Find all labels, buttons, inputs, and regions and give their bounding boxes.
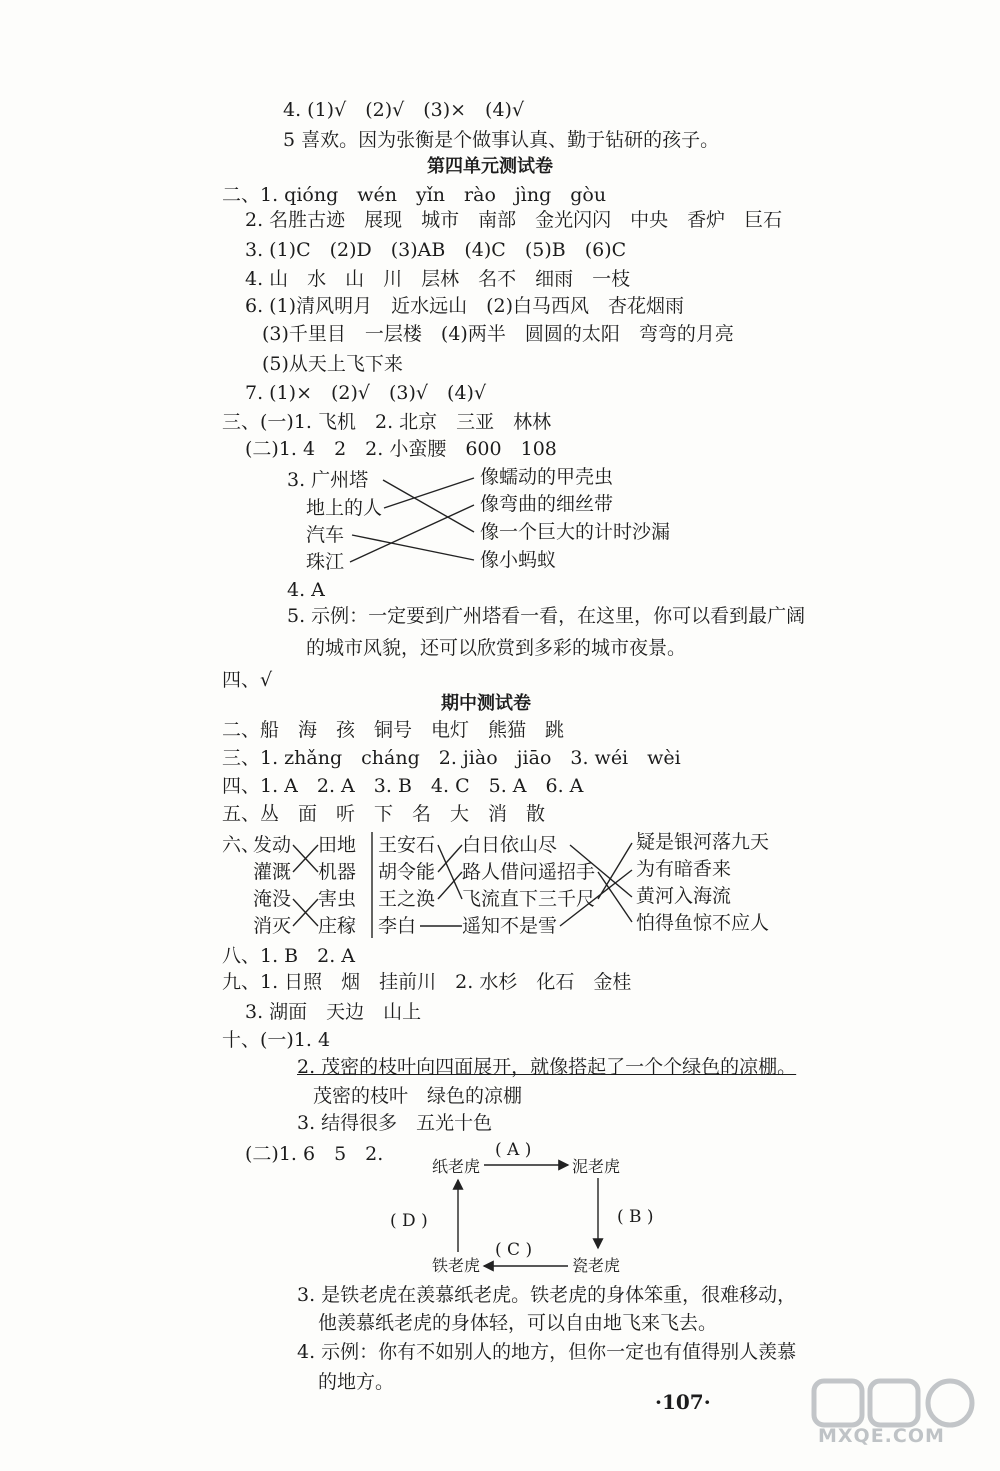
answer-line: 4. (1)√ (2)√ (3)× (4)√ <box>283 99 525 121</box>
match-item: 遥知不是雪 <box>462 915 558 937</box>
match-item: 发动 <box>253 834 292 856</box>
section-title: 期中测试卷 <box>441 693 531 714</box>
answer-line: (二)1. 4 2 2. 小蛮腰 600 108 <box>245 438 557 460</box>
diagram-node: 瓷老虎 <box>572 1256 621 1275</box>
answer-line: (3)千里目 一层楼 (4)两半 圆圆的太阳 弯弯的月亮 <box>262 323 734 345</box>
diagram-label: ( B ) <box>617 1207 654 1227</box>
match-item: 害虫 <box>318 888 357 910</box>
match-item: 疑是银河落九天 <box>636 831 770 853</box>
diagram-node: 泥老虎 <box>572 1157 621 1176</box>
match-left-item: 地上的人 <box>306 497 383 519</box>
match-item: 庄稼 <box>318 915 357 937</box>
diagram-node: 纸老虎 <box>432 1157 481 1176</box>
match-item: 怕得鱼惊不应人 <box>636 912 770 934</box>
match-item: 胡令能 <box>378 861 436 883</box>
section-title: 第四单元测试卷 <box>427 156 553 177</box>
answer-line: 四、√ <box>222 669 273 691</box>
answer-line: 6. (1)清风明月 近水远山 (2)白马西风 杏花烟雨 <box>245 295 684 317</box>
answer-line: 二、1. qióng wén yǐn rào jìng gòu <box>222 184 607 206</box>
answer-line: 十、(一)1. 4 <box>222 1029 331 1051</box>
answer-line: 5 喜欢。因为张衡是个做事认真、勤于钻研的孩子。 <box>283 129 720 151</box>
answer-line: 九、1. 日照 烟 挂前川 2. 水杉 化石 金桂 <box>222 971 632 993</box>
match-left-item: 珠江 <box>306 551 345 573</box>
answer-line: 三、1. zhǎng cháng 2. jiào jiāo 3. wéi wèi <box>222 747 681 769</box>
match-item: 飞流直下三千尺 <box>462 888 596 910</box>
watermark-logo <box>810 1375 980 1445</box>
match-item: 为有暗香来 <box>636 858 732 880</box>
match-item: 白日依山尽 <box>462 834 558 856</box>
match-right-item: 像小蚂蚁 <box>480 549 557 571</box>
underlined-answer: 2. 茂密的枝叶向四面展开，就像搭起了一个个绿色的凉棚。 <box>297 1056 797 1078</box>
match-item: 机器 <box>318 861 357 883</box>
answer-line: 二、船 海 孩 铜号 电灯 熊猫 跳 <box>222 719 565 741</box>
match-item: 王安石 <box>378 834 436 856</box>
diagram-label: ( C ) <box>495 1240 533 1260</box>
match-item: 路人借问遥招手 <box>462 861 596 883</box>
match-item: 王之涣 <box>378 888 436 910</box>
match-item: 消灭 <box>253 915 292 937</box>
answer-line: 三、(一)1. 飞机 2. 北京 三亚 林林 <box>222 411 552 433</box>
match-left-item: 汽车 <box>306 524 345 546</box>
answer-line: 7. (1)× (2)√ (3)√ (4)√ <box>245 382 487 404</box>
answer-line: 2. 名胜古迹 展现 城市 南部 金光闪闪 中央 香炉 巨石 <box>245 209 783 231</box>
match-right-item: 像弯曲的细丝带 <box>480 493 614 515</box>
answer-line: 4. 示例：你有不如别人的地方，但你一定也有值得别人羡慕 <box>297 1341 797 1363</box>
match-item: 田地 <box>318 834 357 856</box>
answer-line: 3. 是铁老虎在羡慕纸老虎。铁老虎的身体笨重，很难移动， <box>297 1284 797 1306</box>
match-item: 淹没 <box>253 888 292 910</box>
diagram-label: ( A ) <box>495 1140 532 1160</box>
answer-line: 4. A <box>287 579 325 601</box>
match-left-item: 3. 广州塔 <box>287 469 369 491</box>
answer-line: 3. (1)C (2)D (3)AB (4)C (5)B (6)C <box>245 239 627 261</box>
match-item: 灌溉 <box>253 861 292 883</box>
diagram-label: ( D ) <box>390 1211 428 1231</box>
answer-line: 4. 山 水 山 川 层林 名不 细雨 一枝 <box>245 268 631 290</box>
answer-line: 八、1. B 2. A <box>222 945 356 967</box>
section-label: 六、 <box>222 834 261 856</box>
answer-line: 5. 示例：一定要到广州塔看一看，在这里，你可以看到最广阔 <box>287 605 806 627</box>
answer-line: 他羡慕纸老虎的身体轻，可以自由地飞来飞去。 <box>318 1312 718 1334</box>
match-right-item: 像蠕动的甲壳虫 <box>480 466 614 488</box>
answer-line: 四、1. A 2. A 3. B 4. C 5. A 6. A <box>222 775 584 797</box>
answer-line: 3. 湖面 天边 山上 <box>245 1001 422 1023</box>
answer-line: 的地方。 <box>318 1371 395 1393</box>
answer-line: 的城市风貌，还可以欣赏到多彩的城市夜景。 <box>306 637 687 659</box>
answer-line: 茂密的枝叶 绿色的凉棚 <box>313 1085 523 1107</box>
answer-line: (5)从天上飞下来 <box>262 353 403 375</box>
match-item: 黄河入海流 <box>636 885 732 907</box>
match-right-item: 像一个巨大的计时沙漏 <box>480 521 671 543</box>
answer-line: (二)1. 6 5 2. <box>245 1143 384 1165</box>
match-item: 李白 <box>378 915 417 937</box>
diagram-node: 铁老虎 <box>432 1256 481 1275</box>
watermark-text: MXQE.COM <box>818 1425 945 1447</box>
answer-line: 五、丛 面 听 下 名 大 消 散 <box>222 803 546 825</box>
page-number: ·107· <box>655 1390 711 1414</box>
answer-line: 3. 结得很多 五光十色 <box>297 1112 493 1134</box>
